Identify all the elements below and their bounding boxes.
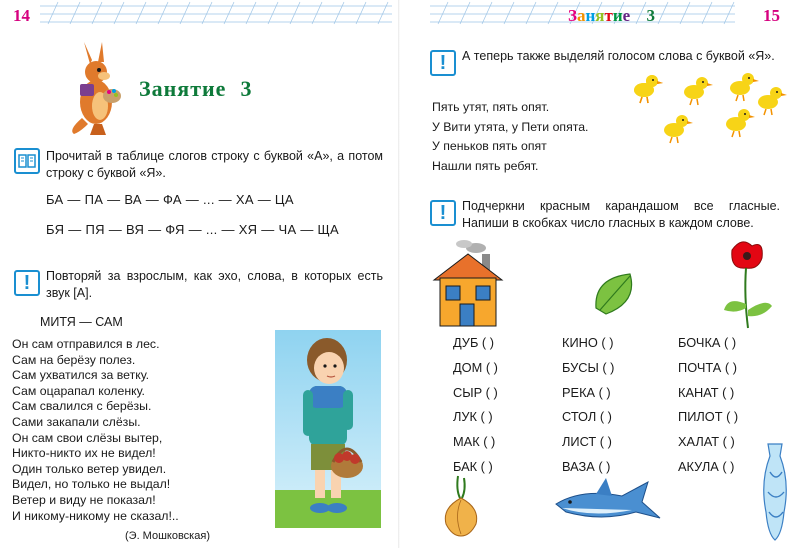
- book-icon: [14, 148, 40, 174]
- word-item: ЛИСТ ( ): [562, 434, 612, 450]
- poem-line: Сам оцарапал коленку.: [12, 383, 145, 398]
- syllables-row-ya: БЯ — ПЯ — ВЯ — ФЯ — ... — ХЯ — ЧА — ЩА: [46, 222, 340, 237]
- ducklings-rhyme: [432, 98, 588, 176]
- vase-illustration: [758, 442, 792, 542]
- lesson-word: Занятие: [139, 76, 227, 101]
- poem-line: Сам свалился с берёзы.: [12, 399, 152, 414]
- poem-author: (Э. Мошковская): [125, 530, 210, 542]
- exclamation-icon: !: [430, 50, 456, 76]
- lesson-title: [139, 76, 252, 102]
- word-item: ДУБ ( ): [453, 335, 494, 350]
- ducklings-illustration: [630, 72, 788, 162]
- word-column-1: [453, 331, 498, 480]
- poem-line: Ветер и виду не показал!: [12, 492, 156, 507]
- poem-line: Он сам свои слёзы вытер,: [12, 430, 163, 445]
- poem-line: Один только ветер увидел.: [12, 461, 167, 476]
- ruled-lines-left: [40, 0, 392, 30]
- header-letter: н: [585, 6, 596, 25]
- word-item: БОЧКА ( ): [678, 335, 737, 350]
- word-item: КИНО ( ): [562, 335, 614, 350]
- word-item: КАНАТ ( ): [678, 384, 735, 400]
- poem-line: Он сам отправился в лес.: [12, 337, 160, 351]
- kangaroo-illustration: [66, 40, 130, 136]
- header-lesson-word: [568, 6, 630, 25]
- header-letter: я: [595, 6, 605, 25]
- header-letter: а: [576, 6, 586, 25]
- page-number-right: 15: [763, 6, 780, 25]
- lesson-number: 3: [240, 76, 253, 101]
- shark-illustration: [552, 474, 664, 530]
- poem-line: Видел, но только не выдал!: [12, 477, 171, 492]
- rhyme-line: Пять утят, пять опят.: [432, 100, 550, 114]
- rhyme-line: У пеньков пять опят: [432, 139, 547, 153]
- header-letter: и: [612, 6, 623, 25]
- word-column-2: [562, 331, 614, 480]
- word-item: БУСЫ ( ): [562, 359, 615, 375]
- leaf-illustration: [590, 268, 642, 320]
- poppy-flower-illustration: [718, 236, 776, 330]
- house-illustration: [430, 240, 506, 330]
- word-item: БАК ( ): [453, 458, 493, 474]
- onion-illustration: [438, 474, 484, 540]
- word-item: ПОЧТА ( ): [678, 359, 737, 375]
- task-echo-words: Повторяй за взрослым, как эхо, слова, в которых есть звук [А].: [46, 269, 383, 300]
- boy-with-basket-illustration: [275, 330, 381, 528]
- word-item: ДОМ ( ): [453, 359, 498, 375]
- task-read-syllables: Прочитай в таблице слогов строку с буквой «А», а потом строку с буквой «Я».: [46, 149, 383, 180]
- word-column-3: [678, 331, 738, 480]
- task-ya-words: А теперь также выделяй голосом слова с буквой «Я».: [462, 49, 775, 63]
- syllables-row-a: БА — ПА — ВА — ФА — ... — ХА — ЦА: [46, 192, 294, 207]
- poem-line: Никто-никто их не видел!: [12, 446, 156, 461]
- word-item: СЫР ( ): [453, 384, 498, 400]
- word-item: ЛУК ( ): [453, 409, 493, 425]
- header-letter: т: [604, 6, 613, 25]
- header-lesson-title: [568, 6, 655, 26]
- header-lesson-number: 3: [646, 6, 655, 25]
- task-underline-vowels: Подчеркни красным карандашом все гласные. Напиши в скобках число гласных в каждом слове.: [462, 199, 780, 230]
- poem-line: И никому-никому не сказал!..: [12, 508, 179, 523]
- word-item: ХАЛАТ ( ): [678, 434, 735, 450]
- word-item: МАК ( ): [453, 434, 496, 450]
- rhyme-line: У Вити утята, у Пети опята.: [432, 119, 589, 134]
- header-letter: е: [622, 6, 631, 25]
- word-item: ВАЗА ( ): [562, 458, 611, 474]
- page-number-left: 14: [13, 6, 30, 25]
- poem-line: Сами закапали слёзы.: [12, 414, 141, 429]
- exclamation-icon: !: [430, 200, 456, 226]
- poem-line: Сам на берёзу полез.: [12, 352, 136, 367]
- word-item: АКУЛА ( ): [678, 458, 735, 474]
- exclamation-icon: !: [14, 270, 40, 296]
- poem-title: МИТЯ — САМ: [40, 315, 123, 329]
- word-item: СТОЛ ( ): [562, 409, 612, 425]
- header-letter: З: [568, 6, 577, 25]
- poem-line: Сам ухватился за ветку.: [12, 368, 150, 383]
- word-item: РЕКА ( ): [562, 384, 611, 400]
- word-item: ПИЛОТ ( ): [678, 409, 739, 425]
- poem: [12, 337, 179, 524]
- rhyme-line: Нашли пять ребят.: [432, 158, 539, 173]
